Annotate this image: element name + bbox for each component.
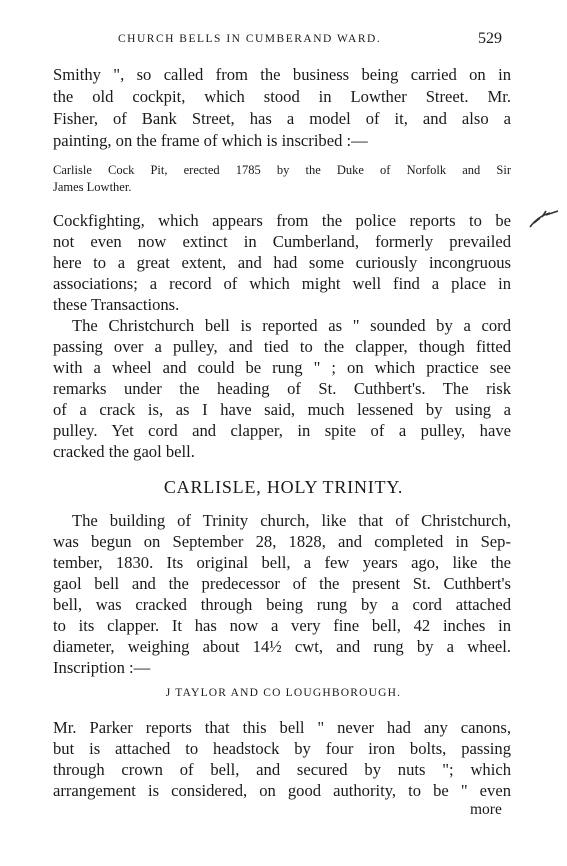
paragraph-line: The Christchurch bell is reported as " sounded by a cord [72, 316, 511, 335]
paragraph-line: through crown of bell, and secured by nuts "; which [53, 760, 511, 779]
paragraph-line: but is attached to headstock by four iron bolts, passing [53, 739, 511, 758]
paragraph-line: remarks under the heading of St. Cuthbert's. The risk [53, 379, 511, 398]
paragraph-line: Fisher, of Bank Street, has a model of it, and also a [53, 109, 511, 128]
paragraph-line: of a crack is, as I have said, much lessened by using a [53, 400, 511, 419]
inscription-line: Carlisle Cock Pit, erected 1785 by the Duke of Norfolk and Sir [53, 163, 511, 177]
paragraph-line: Cockfighting, which appears from the police reports to be [53, 211, 511, 230]
paragraph-line: associations; a record of which might well find a place in [53, 274, 511, 293]
paragraph-line: The building of Trinity church, like that of Christchurch, [72, 511, 511, 530]
paragraph-line: passing over a pulley, and tied to the clapper, though fitted [53, 337, 511, 356]
running-title: CHURCH BELLS IN CUMBERAND WARD. [118, 33, 382, 45]
paragraph-line: gaol bell and the predecessor of the present St. Cuthbert's [53, 574, 511, 593]
paragraph-line: Mr. Parker reports that this bell " never had any canons, [53, 718, 511, 737]
inscription-line: James Lowther. [53, 180, 132, 194]
paragraph-line: bell, was cracked through being rung by a cord attached [53, 595, 511, 614]
paragraph-line: tember, 1830. Its original bell, a few years ago, like the [53, 553, 511, 572]
paragraph-line: Inscription :— [53, 658, 151, 677]
paragraph-line: diameter, weighing about 14½ cwt, and rung by a wheel. [53, 637, 511, 656]
paragraph-line: arrangement is considered, on good authority, to be " even [53, 781, 511, 800]
paragraph-line: to its clapper. It has now a very fine bell, 42 inches in [53, 616, 511, 635]
paragraph-line: the old cockpit, which stood in Lowther Street. Mr. [53, 87, 511, 106]
paragraph-line: was begun on September 28, 1828, and completed in Sep- [53, 532, 511, 551]
paragraph-line: pulley. Yet cord and clapper, in spite of a pulley, have [53, 421, 511, 440]
paragraph-line: not even now extinct in Cumberland, formerly prevailed [53, 232, 511, 251]
catchword: more [470, 801, 502, 818]
paragraph-line: cracked the gaol bell. [53, 442, 195, 461]
running-head [0, 30, 567, 50]
paragraph-line: with a wheel and could be rung " ; on which practice see [53, 358, 511, 377]
paragraph-line: these Transactions. [53, 295, 180, 314]
page-number: 529 [478, 30, 502, 47]
paragraph-line: painting, on the frame of which is inscribed :— [53, 131, 368, 150]
paragraph-line: here to a great extent, and had some curiously incongruous [53, 253, 511, 272]
margin-pencil-mark [528, 205, 564, 231]
section-heading: CARLISLE, HOLY TRINITY. [163, 477, 404, 497]
paragraph-line: Smithy ", so called from the business being carried on in [53, 65, 511, 84]
bell-inscription: J TAYLOR AND CO LOUGHBOROUGH. [165, 687, 402, 699]
